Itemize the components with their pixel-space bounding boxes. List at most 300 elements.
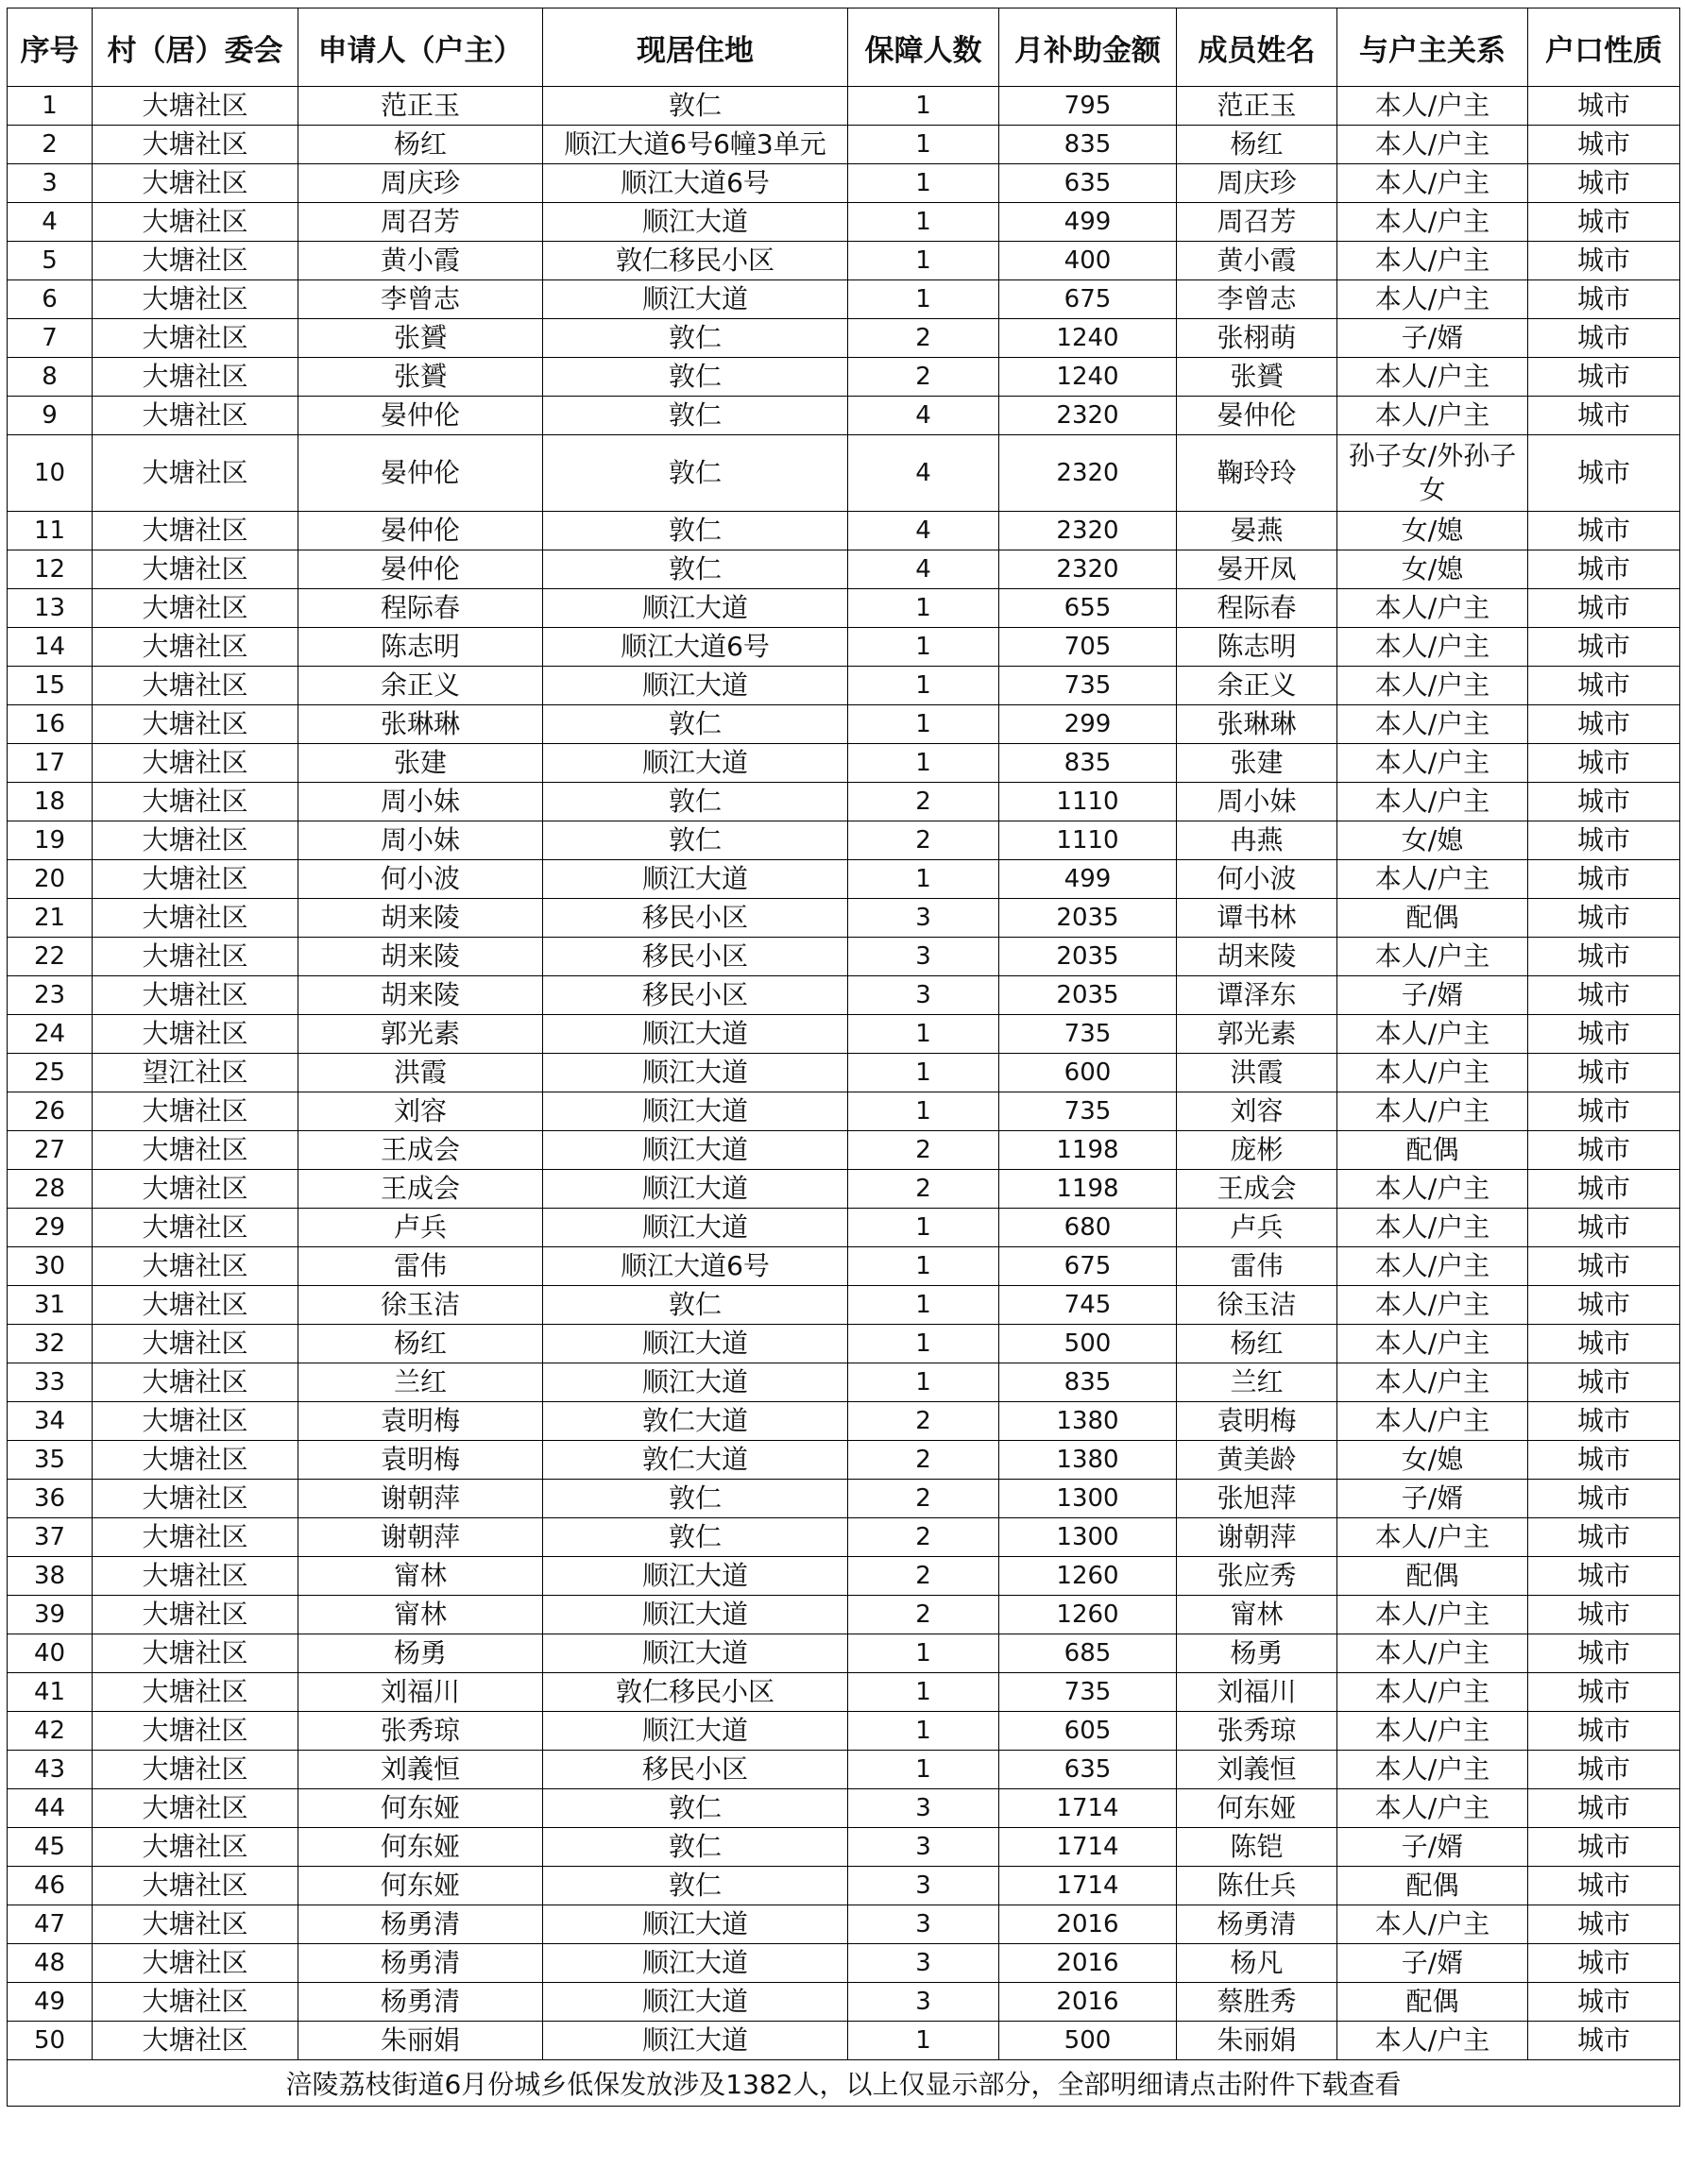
cell-col-applicant: 刘容 [298, 1092, 543, 1131]
cell-col-committee: 大塘社区 [93, 821, 298, 860]
cell-col-committee: 大塘社区 [93, 1441, 298, 1480]
cell-col-member: 朱丽娟 [1177, 2022, 1337, 2060]
cell-col-applicant: 何东娅 [298, 1789, 543, 1828]
cell-col-amount: 1380 [999, 1441, 1177, 1480]
cell-col-hukou: 城市 [1528, 319, 1680, 358]
cell-col-applicant: 刘義恒 [298, 1751, 543, 1789]
cell-col-member: 庞彬 [1177, 1131, 1337, 1170]
cell-col-amount: 735 [999, 667, 1177, 705]
cell-col-hukou: 城市 [1528, 976, 1680, 1015]
cell-col-hukou: 城市 [1528, 435, 1680, 512]
cell-col-hukou: 城市 [1528, 1363, 1680, 1402]
table-row [8, 899, 1680, 938]
cell-col-address: 敦仁 [543, 1828, 848, 1867]
table-row [8, 1131, 1680, 1170]
cell-col-applicant: 刘福川 [298, 1673, 543, 1712]
table-row [8, 358, 1680, 397]
cell-col-amount: 2016 [999, 1944, 1177, 1983]
cell-col-index: 46 [8, 1867, 93, 1905]
cell-col-address: 移民小区 [543, 899, 848, 938]
cell-col-people: 1 [848, 705, 999, 744]
cell-col-applicant: 范正玉 [298, 87, 543, 126]
cell-col-amount: 795 [999, 87, 1177, 126]
cell-col-relation: 配偶 [1337, 1557, 1528, 1596]
cell-col-amount: 1300 [999, 1518, 1177, 1557]
table-row [8, 512, 1680, 550]
cell-col-relation: 配偶 [1337, 899, 1528, 938]
cell-col-index: 8 [8, 358, 93, 397]
cell-col-member: 周庆珍 [1177, 164, 1337, 203]
cell-col-index: 34 [8, 1402, 93, 1441]
cell-col-hukou: 城市 [1528, 783, 1680, 821]
cell-col-hukou: 城市 [1528, 1054, 1680, 1092]
cell-col-index: 38 [8, 1557, 93, 1596]
cell-col-amount: 635 [999, 164, 1177, 203]
cell-col-committee: 大塘社区 [93, 1286, 298, 1325]
cell-col-index: 37 [8, 1518, 93, 1557]
cell-col-address: 顺江大道 [543, 2022, 848, 2060]
cell-col-people: 1 [848, 1673, 999, 1712]
cell-col-address: 敦仁大道 [543, 1441, 848, 1480]
cell-col-hukou: 城市 [1528, 860, 1680, 899]
table-row [8, 628, 1680, 667]
cell-col-amount: 675 [999, 280, 1177, 319]
cell-col-committee: 大塘社区 [93, 1596, 298, 1634]
cell-col-people: 2 [848, 783, 999, 821]
cell-col-address: 顺江大道 [543, 589, 848, 628]
cell-col-committee: 大塘社区 [93, 1363, 298, 1402]
cell-col-relation: 本人/户主 [1337, 783, 1528, 821]
cell-col-member: 谭书林 [1177, 899, 1337, 938]
cell-col-hukou: 城市 [1528, 628, 1680, 667]
cell-col-member: 晏燕 [1177, 512, 1337, 550]
cell-col-hukou: 城市 [1528, 744, 1680, 783]
cell-col-applicant: 杨勇 [298, 1634, 543, 1673]
cell-col-relation: 本人/户主 [1337, 126, 1528, 164]
cell-col-relation: 本人/户主 [1337, 1905, 1528, 1944]
cell-col-relation: 子/婿 [1337, 1944, 1528, 1983]
table-row [8, 1983, 1680, 2022]
header-col-amount: 月补助金额 [999, 8, 1177, 87]
cell-col-member: 谭泽东 [1177, 976, 1337, 1015]
cell-col-amount: 2035 [999, 899, 1177, 938]
cell-col-people: 1 [848, 589, 999, 628]
cell-col-address: 顺江大道 [543, 1015, 848, 1054]
cell-col-people: 1 [848, 860, 999, 899]
cell-col-address: 移民小区 [543, 976, 848, 1015]
table-body [8, 87, 1680, 2060]
cell-col-hukou: 城市 [1528, 1596, 1680, 1634]
cell-col-member: 雷伟 [1177, 1247, 1337, 1286]
table-row [8, 705, 1680, 744]
table-row [8, 1325, 1680, 1363]
cell-col-committee: 大塘社区 [93, 358, 298, 397]
cell-col-amount: 705 [999, 628, 1177, 667]
cell-col-address: 敦仁 [543, 358, 848, 397]
cell-col-relation: 本人/户主 [1337, 1015, 1528, 1054]
cell-col-index: 9 [8, 397, 93, 435]
cell-col-amount: 500 [999, 2022, 1177, 2060]
cell-col-index: 11 [8, 512, 93, 550]
cell-col-people: 1 [848, 1712, 999, 1751]
table-row [8, 1789, 1680, 1828]
table-row [8, 1441, 1680, 1480]
cell-col-applicant: 何东娅 [298, 1828, 543, 1867]
cell-col-applicant: 周小妹 [298, 821, 543, 860]
cell-col-committee: 大塘社区 [93, 1325, 298, 1363]
cell-col-index: 2 [8, 126, 93, 164]
table-row [8, 550, 1680, 589]
cell-col-address: 移民小区 [543, 938, 848, 976]
cell-col-member: 杨凡 [1177, 1944, 1337, 1983]
cell-col-committee: 大塘社区 [93, 1247, 298, 1286]
cell-col-people: 1 [848, 1247, 999, 1286]
cell-col-applicant: 袁明梅 [298, 1402, 543, 1441]
cell-col-address: 敦仁 [543, 512, 848, 550]
cell-col-member: 陈志明 [1177, 628, 1337, 667]
cell-col-relation: 子/婿 [1337, 976, 1528, 1015]
cell-col-applicant: 洪霞 [298, 1054, 543, 1092]
header-col-committee: 村（居）委会 [93, 8, 298, 87]
cell-col-people: 1 [848, 126, 999, 164]
cell-col-relation: 本人/户主 [1337, 1596, 1528, 1634]
cell-col-relation: 本人/户主 [1337, 1247, 1528, 1286]
cell-col-people: 2 [848, 1557, 999, 1596]
cell-col-member: 何东娅 [1177, 1789, 1337, 1828]
cell-col-amount: 2035 [999, 938, 1177, 976]
cell-col-address: 顺江大道 [543, 1983, 848, 2022]
cell-col-committee: 大塘社区 [93, 1944, 298, 1983]
table-row [8, 126, 1680, 164]
table-row [8, 1867, 1680, 1905]
cell-col-member: 徐玉洁 [1177, 1286, 1337, 1325]
cell-col-relation: 本人/户主 [1337, 1402, 1528, 1441]
cell-col-amount: 1110 [999, 783, 1177, 821]
cell-col-people: 1 [848, 2022, 999, 2060]
cell-col-member: 刘義恒 [1177, 1751, 1337, 1789]
table-row [8, 1596, 1680, 1634]
cell-col-committee: 大塘社区 [93, 126, 298, 164]
cell-col-amount: 1240 [999, 319, 1177, 358]
cell-col-people: 1 [848, 1092, 999, 1131]
cell-col-committee: 大塘社区 [93, 1209, 298, 1247]
cell-col-index: 17 [8, 744, 93, 783]
table-row [8, 1944, 1680, 1983]
cell-col-amount: 2320 [999, 512, 1177, 550]
cell-col-address: 顺江大道 [543, 1054, 848, 1092]
cell-col-people: 1 [848, 667, 999, 705]
table-row [8, 821, 1680, 860]
cell-col-member: 张贇 [1177, 358, 1337, 397]
cell-col-address: 移民小区 [543, 1751, 848, 1789]
cell-col-relation: 本人/户主 [1337, 860, 1528, 899]
cell-col-applicant: 张贇 [298, 358, 543, 397]
cell-col-address: 顺江大道 [543, 667, 848, 705]
cell-col-member: 刘容 [1177, 1092, 1337, 1131]
cell-col-amount: 2320 [999, 550, 1177, 589]
cell-col-member: 陈铠 [1177, 1828, 1337, 1867]
cell-col-index: 10 [8, 435, 93, 512]
cell-col-amount: 499 [999, 860, 1177, 899]
cell-col-relation: 子/婿 [1337, 1480, 1528, 1518]
cell-col-committee: 大塘社区 [93, 87, 298, 126]
cell-col-committee: 大塘社区 [93, 1402, 298, 1441]
cell-col-amount: 1240 [999, 358, 1177, 397]
header-col-address: 现居住地 [543, 8, 848, 87]
cell-col-hukou: 城市 [1528, 1247, 1680, 1286]
cell-col-applicant: 卢兵 [298, 1209, 543, 1247]
cell-col-member: 鞠玲玲 [1177, 435, 1337, 512]
cell-col-applicant: 王成会 [298, 1131, 543, 1170]
cell-col-address: 顺江大道 [543, 860, 848, 899]
cell-col-relation: 子/婿 [1337, 1828, 1528, 1867]
cell-col-index: 6 [8, 280, 93, 319]
cell-col-committee: 大塘社区 [93, 1905, 298, 1944]
cell-col-index: 31 [8, 1286, 93, 1325]
cell-col-relation: 本人/户主 [1337, 87, 1528, 126]
cell-col-amount: 400 [999, 242, 1177, 280]
cell-col-people: 1 [848, 164, 999, 203]
cell-col-hukou: 城市 [1528, 87, 1680, 126]
cell-col-people: 1 [848, 280, 999, 319]
cell-col-amount: 2016 [999, 1905, 1177, 1944]
cell-col-amount: 1714 [999, 1828, 1177, 1867]
cell-col-address: 敦仁大道 [543, 1402, 848, 1441]
cell-col-amount: 675 [999, 1247, 1177, 1286]
cell-col-hukou: 城市 [1528, 550, 1680, 589]
cell-col-people: 1 [848, 1054, 999, 1092]
cell-col-committee: 大塘社区 [93, 1634, 298, 1673]
cell-col-index: 42 [8, 1712, 93, 1751]
cell-col-hukou: 城市 [1528, 1557, 1680, 1596]
cell-col-index: 40 [8, 1634, 93, 1673]
cell-col-index: 7 [8, 319, 93, 358]
cell-col-relation: 本人/户主 [1337, 358, 1528, 397]
cell-col-member: 陈仕兵 [1177, 1867, 1337, 1905]
cell-col-hukou: 城市 [1528, 1092, 1680, 1131]
cell-col-hukou: 城市 [1528, 821, 1680, 860]
cell-col-member: 王成会 [1177, 1170, 1337, 1209]
cell-col-committee: 大塘社区 [93, 242, 298, 280]
cell-col-hukou: 城市 [1528, 1673, 1680, 1712]
cell-col-relation: 本人/户主 [1337, 1363, 1528, 1402]
table-row [8, 589, 1680, 628]
cell-col-index: 44 [8, 1789, 93, 1828]
cell-col-amount: 835 [999, 126, 1177, 164]
cell-col-member: 杨勇清 [1177, 1905, 1337, 1944]
table-row [8, 164, 1680, 203]
cell-col-applicant: 胡来陵 [298, 899, 543, 938]
cell-col-member: 程际春 [1177, 589, 1337, 628]
cell-col-address: 顺江大道 [543, 744, 848, 783]
cell-col-committee: 大塘社区 [93, 976, 298, 1015]
cell-col-applicant: 晏仲伦 [298, 435, 543, 512]
cell-col-people: 1 [848, 1015, 999, 1054]
cell-col-amount: 2035 [999, 976, 1177, 1015]
cell-col-applicant: 郭光素 [298, 1015, 543, 1054]
cell-col-member: 晏仲伦 [1177, 397, 1337, 435]
table-row [8, 435, 1680, 512]
cell-col-applicant: 余正义 [298, 667, 543, 705]
cell-col-committee: 大塘社区 [93, 164, 298, 203]
cell-col-applicant: 晏仲伦 [298, 397, 543, 435]
cell-col-member: 兰红 [1177, 1363, 1337, 1402]
cell-col-committee: 大塘社区 [93, 705, 298, 744]
cell-col-hukou: 城市 [1528, 667, 1680, 705]
table-row [8, 1054, 1680, 1092]
cell-col-index: 27 [8, 1131, 93, 1170]
cell-col-member: 袁明梅 [1177, 1402, 1337, 1441]
table-row [8, 1751, 1680, 1789]
header-col-people: 保障人数 [848, 8, 999, 87]
table-row [8, 1480, 1680, 1518]
cell-col-member: 张旭萍 [1177, 1480, 1337, 1518]
table-row [8, 203, 1680, 242]
cell-col-relation: 本人/户主 [1337, 1170, 1528, 1209]
cell-col-amount: 1300 [999, 1480, 1177, 1518]
cell-col-index: 5 [8, 242, 93, 280]
cell-col-member: 何小波 [1177, 860, 1337, 899]
cell-col-relation: 本人/户主 [1337, 1634, 1528, 1673]
cell-col-member: 张琳琳 [1177, 705, 1337, 744]
cell-col-people: 3 [848, 1983, 999, 2022]
cell-col-committee: 大塘社区 [93, 1673, 298, 1712]
table-row [8, 2022, 1680, 2060]
cell-col-hukou: 城市 [1528, 512, 1680, 550]
cell-col-member: 卢兵 [1177, 1209, 1337, 1247]
cell-col-people: 2 [848, 1480, 999, 1518]
table-footer-row [8, 2060, 1680, 2107]
cell-col-amount: 1260 [999, 1596, 1177, 1634]
cell-col-committee: 大塘社区 [93, 783, 298, 821]
header-col-index: 序号 [8, 8, 93, 87]
cell-col-people: 3 [848, 1944, 999, 1983]
table-row [8, 1092, 1680, 1131]
cell-col-committee: 大塘社区 [93, 1867, 298, 1905]
cell-col-people: 3 [848, 899, 999, 938]
footer-note: 涪陵荔枝街道6月份城乡低保发放涉及1382人，以上仅显示部分，全部明细请点击附件下载查看 [8, 2060, 1680, 2107]
cell-col-applicant: 甯林 [298, 1596, 543, 1634]
cell-col-people: 2 [848, 319, 999, 358]
cell-col-people: 2 [848, 358, 999, 397]
cell-col-address: 敦仁 [543, 1518, 848, 1557]
table-row [8, 1905, 1680, 1944]
cell-col-committee: 大塘社区 [93, 1557, 298, 1596]
cell-col-applicant: 谢朝萍 [298, 1518, 543, 1557]
cell-col-member: 甯林 [1177, 1596, 1337, 1634]
cell-col-committee: 大塘社区 [93, 1751, 298, 1789]
cell-col-address: 顺江大道 [543, 1634, 848, 1673]
cell-col-relation: 配偶 [1337, 1131, 1528, 1170]
table-row [8, 1209, 1680, 1247]
cell-col-amount: 2320 [999, 435, 1177, 512]
cell-col-applicant: 周召芳 [298, 203, 543, 242]
cell-col-applicant: 何小波 [298, 860, 543, 899]
cell-col-index: 4 [8, 203, 93, 242]
cell-col-amount: 835 [999, 744, 1177, 783]
cell-col-hukou: 城市 [1528, 899, 1680, 938]
cell-col-committee: 大塘社区 [93, 744, 298, 783]
cell-col-index: 43 [8, 1751, 93, 1789]
cell-col-people: 1 [848, 242, 999, 280]
cell-col-index: 1 [8, 87, 93, 126]
header-col-hukou: 户口性质 [1528, 8, 1680, 87]
cell-col-relation: 本人/户主 [1337, 589, 1528, 628]
cell-col-relation: 本人/户主 [1337, 203, 1528, 242]
cell-col-amount: 1714 [999, 1789, 1177, 1828]
cell-col-address: 敦仁 [543, 783, 848, 821]
cell-col-committee: 大塘社区 [93, 1480, 298, 1518]
cell-col-people: 1 [848, 1325, 999, 1363]
cell-col-hukou: 城市 [1528, 1170, 1680, 1209]
cell-col-hukou: 城市 [1528, 164, 1680, 203]
cell-col-amount: 2016 [999, 1983, 1177, 2022]
table-row [8, 667, 1680, 705]
cell-col-hukou: 城市 [1528, 1518, 1680, 1557]
cell-col-committee: 大塘社区 [93, 435, 298, 512]
cell-col-people: 1 [848, 1634, 999, 1673]
cell-col-committee: 大塘社区 [93, 1131, 298, 1170]
cell-col-address: 敦仁移民小区 [543, 1673, 848, 1712]
cell-col-people: 2 [848, 1131, 999, 1170]
cell-col-committee: 大塘社区 [93, 1789, 298, 1828]
cell-col-index: 36 [8, 1480, 93, 1518]
cell-col-hukou: 城市 [1528, 242, 1680, 280]
cell-col-address: 顺江大道 [543, 1944, 848, 1983]
cell-col-member: 张建 [1177, 744, 1337, 783]
cell-col-committee: 大塘社区 [93, 1170, 298, 1209]
cell-col-people: 3 [848, 1867, 999, 1905]
cell-col-hukou: 城市 [1528, 1209, 1680, 1247]
table-row [8, 87, 1680, 126]
cell-col-people: 4 [848, 435, 999, 512]
cell-col-relation: 配偶 [1337, 1867, 1528, 1905]
cell-col-hukou: 城市 [1528, 1325, 1680, 1363]
cell-col-index: 25 [8, 1054, 93, 1092]
cell-col-hukou: 城市 [1528, 1751, 1680, 1789]
cell-col-amount: 635 [999, 1751, 1177, 1789]
cell-col-amount: 500 [999, 1325, 1177, 1363]
cell-col-committee: 大塘社区 [93, 203, 298, 242]
cell-col-committee: 大塘社区 [93, 1518, 298, 1557]
cell-col-relation: 本人/户主 [1337, 1325, 1528, 1363]
cell-col-member: 黄小霞 [1177, 242, 1337, 280]
cell-col-hukou: 城市 [1528, 1402, 1680, 1441]
cell-col-index: 45 [8, 1828, 93, 1867]
cell-col-relation: 本人/户主 [1337, 1751, 1528, 1789]
cell-col-hukou: 城市 [1528, 397, 1680, 435]
cell-col-member: 黄美龄 [1177, 1441, 1337, 1480]
table-row [8, 1673, 1680, 1712]
cell-col-member: 杨红 [1177, 126, 1337, 164]
cell-col-relation: 子/婿 [1337, 319, 1528, 358]
cell-col-member: 晏开凤 [1177, 550, 1337, 589]
cell-col-amount: 1198 [999, 1170, 1177, 1209]
cell-col-applicant: 程际春 [298, 589, 543, 628]
table-row [8, 1247, 1680, 1286]
cell-col-index: 49 [8, 1983, 93, 2022]
cell-col-index: 35 [8, 1441, 93, 1480]
cell-col-people: 3 [848, 1789, 999, 1828]
cell-col-amount: 835 [999, 1363, 1177, 1402]
cell-col-relation: 女/媳 [1337, 1441, 1528, 1480]
cell-col-hukou: 城市 [1528, 1944, 1680, 1983]
cell-col-hukou: 城市 [1528, 1634, 1680, 1673]
cell-col-people: 4 [848, 397, 999, 435]
cell-col-relation: 女/媳 [1337, 512, 1528, 550]
cell-col-committee: 大塘社区 [93, 938, 298, 976]
cell-col-committee: 大塘社区 [93, 319, 298, 358]
